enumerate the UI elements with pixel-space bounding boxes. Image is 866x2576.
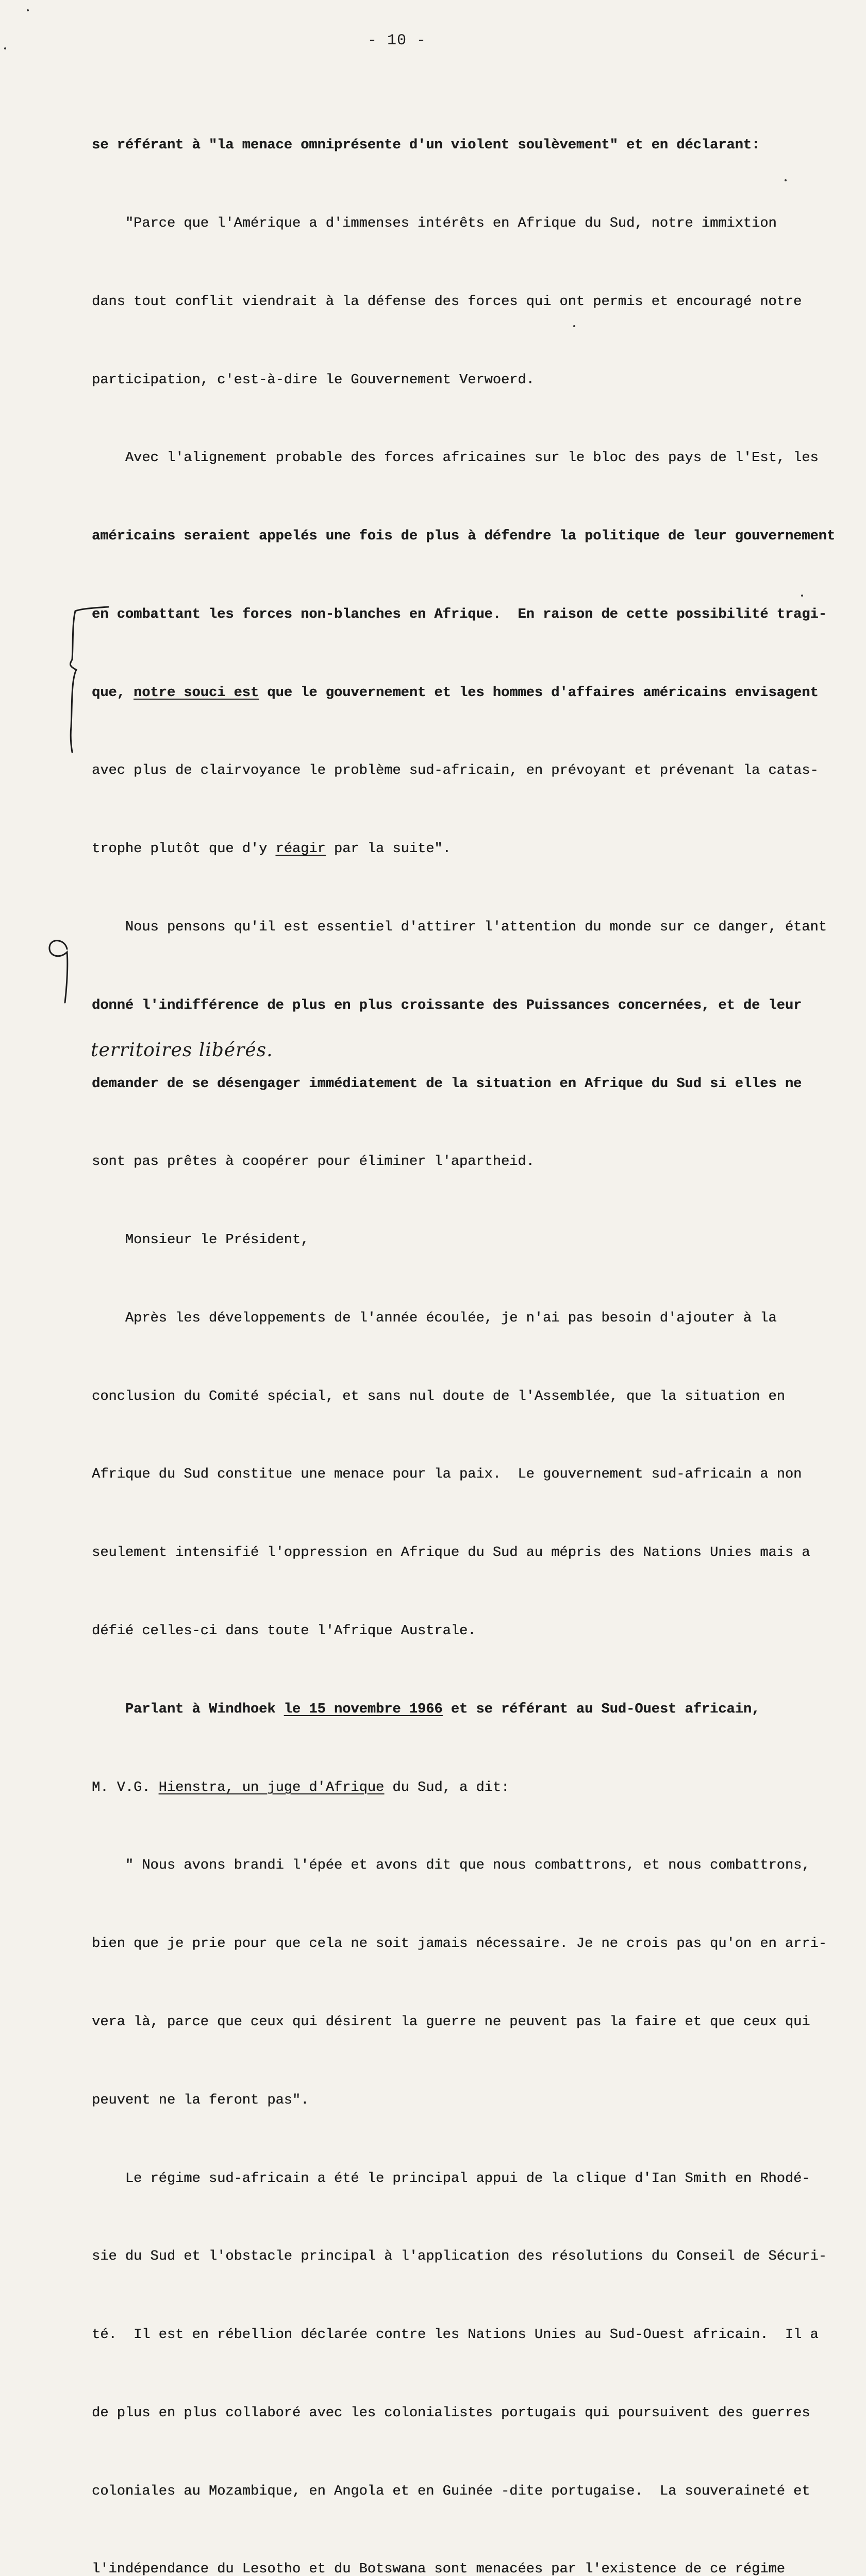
text-line: vera là, parce que ceux qui désirent la guerre ne peuvent pas la faire et que ceux qui xyxy=(92,2014,810,2030)
paper-speck xyxy=(27,9,29,11)
text-line: "Parce que l'Amérique a d'immenses intérêts en Afrique du Sud, notre immixtion xyxy=(92,215,777,231)
text-line: Après les développements de l'année écoulée, je n'ai pas besoin d'ajouter à la xyxy=(92,1310,777,1326)
underlined-phrase: notre souci est xyxy=(134,685,259,701)
text-line: défié celles-ci dans toute l'Afrique Australe. xyxy=(92,1623,476,1639)
text-segment: M. V.G. xyxy=(92,1780,159,1795)
text-segment: Parlant à Windhoek xyxy=(92,1701,284,1717)
text-line: Afrique du Sud constitue une menace pour la paix. Le gouvernement sud-africain a non xyxy=(92,1467,802,1483)
handwritten-ending: territoires libérés. xyxy=(91,1040,273,1061)
text-line: " Nous avons brandi l'épée et avons dit que nous combattrons, et nous combattrons, xyxy=(92,1858,810,1874)
text-line: participation, c'est-à-dire le Gouvernement Verwoerd. xyxy=(92,372,535,388)
text-segment: et se référant au Sud-Ouest africain, xyxy=(442,1701,760,1717)
text-line: coloniales au Mozambique, en Angola et en Guinée -dite portugaise. La souveraineté et xyxy=(92,2483,810,2499)
underlined-phrase: réagir xyxy=(275,841,326,857)
text-line: Avec l'alignement probable des forces africaines sur le bloc des pays de l'Est, les xyxy=(92,450,819,466)
text-segment: par la suite". xyxy=(325,841,451,857)
text-line: bien que je prie pour que cela ne soit jamais nécessaire. Je ne crois pas qu'on en arri- xyxy=(92,1936,827,1952)
text-line: se référant à "la menace omniprésente d'un violent soulèvement" et en déclarant: xyxy=(92,138,760,154)
text-segment: trophe plutôt que d'y xyxy=(92,841,276,857)
margin-note-nine xyxy=(44,934,75,1006)
text-line: sont pas prêtes à coopérer pour éliminer l'apartheid. xyxy=(92,1154,535,1170)
text-line xyxy=(92,1697,850,1723)
underlined-phrase: le 15 novembre 1966 xyxy=(284,1701,443,1717)
text-line: peuvent ne la feront pas". xyxy=(92,2092,309,2108)
text-segment: du Sud, a dit: xyxy=(384,1780,510,1795)
text-line: seulement intensifié l'oppression en Afrique du Sud au mépris des Nations Unies mais a xyxy=(92,1545,810,1561)
text-line xyxy=(92,680,850,706)
paper-speck xyxy=(801,595,803,597)
margin-bracket xyxy=(66,603,112,757)
text-line: té. Il est en rébellion déclarée contre les Nations Unies au Sud-Ouest africain. Il a xyxy=(92,2327,819,2343)
text-line: demander de se désengager immédiatement de la situation en Afrique du Sud si elles ne xyxy=(92,1076,802,1092)
text-segment: que le gouvernement et les hommes d'affaires américains envisagent xyxy=(259,685,819,701)
text-line: conclusion du Comité spécial, et sans nul doute de l'Assemblée, que la situation en xyxy=(92,1388,785,1404)
text-line: donné l'indifférence de plus en plus croissante des Puissances concernées, et de leur xyxy=(92,997,802,1013)
text-line xyxy=(92,1775,850,1801)
text-line: Le régime sud-africain a été le principal appui de la clique d'Ian Smith en Rhodé- xyxy=(92,2171,810,2187)
text-line: américains seraient appelés une fois de plus à défendre la politique de leur gouvernement xyxy=(92,529,836,545)
text-line: Monsieur le Président, xyxy=(92,1232,309,1248)
text-line: l'indépendance du Lesotho et du Botswana sont menacées par l'existence de ce régime xyxy=(92,2562,785,2576)
paper-speck xyxy=(785,179,787,181)
text-line xyxy=(92,836,850,862)
page-number: - 10 - xyxy=(367,32,427,49)
text-line: en combattant les forces non-blanches en Afrique. En raison de cette possibilité tragi- xyxy=(92,606,827,622)
text-segment: que, xyxy=(92,685,134,701)
underlined-phrase: Hienstra, un juge d'Afrique xyxy=(158,1780,385,1795)
paper-speck xyxy=(573,325,575,327)
text-line: avec plus de clairvoyance le problème sud-africain, en prévoyant et prévenant la catas- xyxy=(92,763,819,779)
text-line: sie du Sud et l'obstacle principal à l'application des résolutions du Conseil de Sécuri- xyxy=(92,2249,827,2265)
paper-speck xyxy=(4,47,6,49)
body-text xyxy=(92,80,850,2576)
text-line: Nous pensons qu'il est essentiel d'attirer l'attention du monde sur ce danger, étant xyxy=(92,920,827,935)
text-line: de plus en plus collaboré avec les colonialistes portugais qui poursuivent des guerres xyxy=(92,2405,810,2421)
text-line: dans tout conflit viendrait à la défense des forces qui ont permis et encouragé notre xyxy=(92,294,802,310)
